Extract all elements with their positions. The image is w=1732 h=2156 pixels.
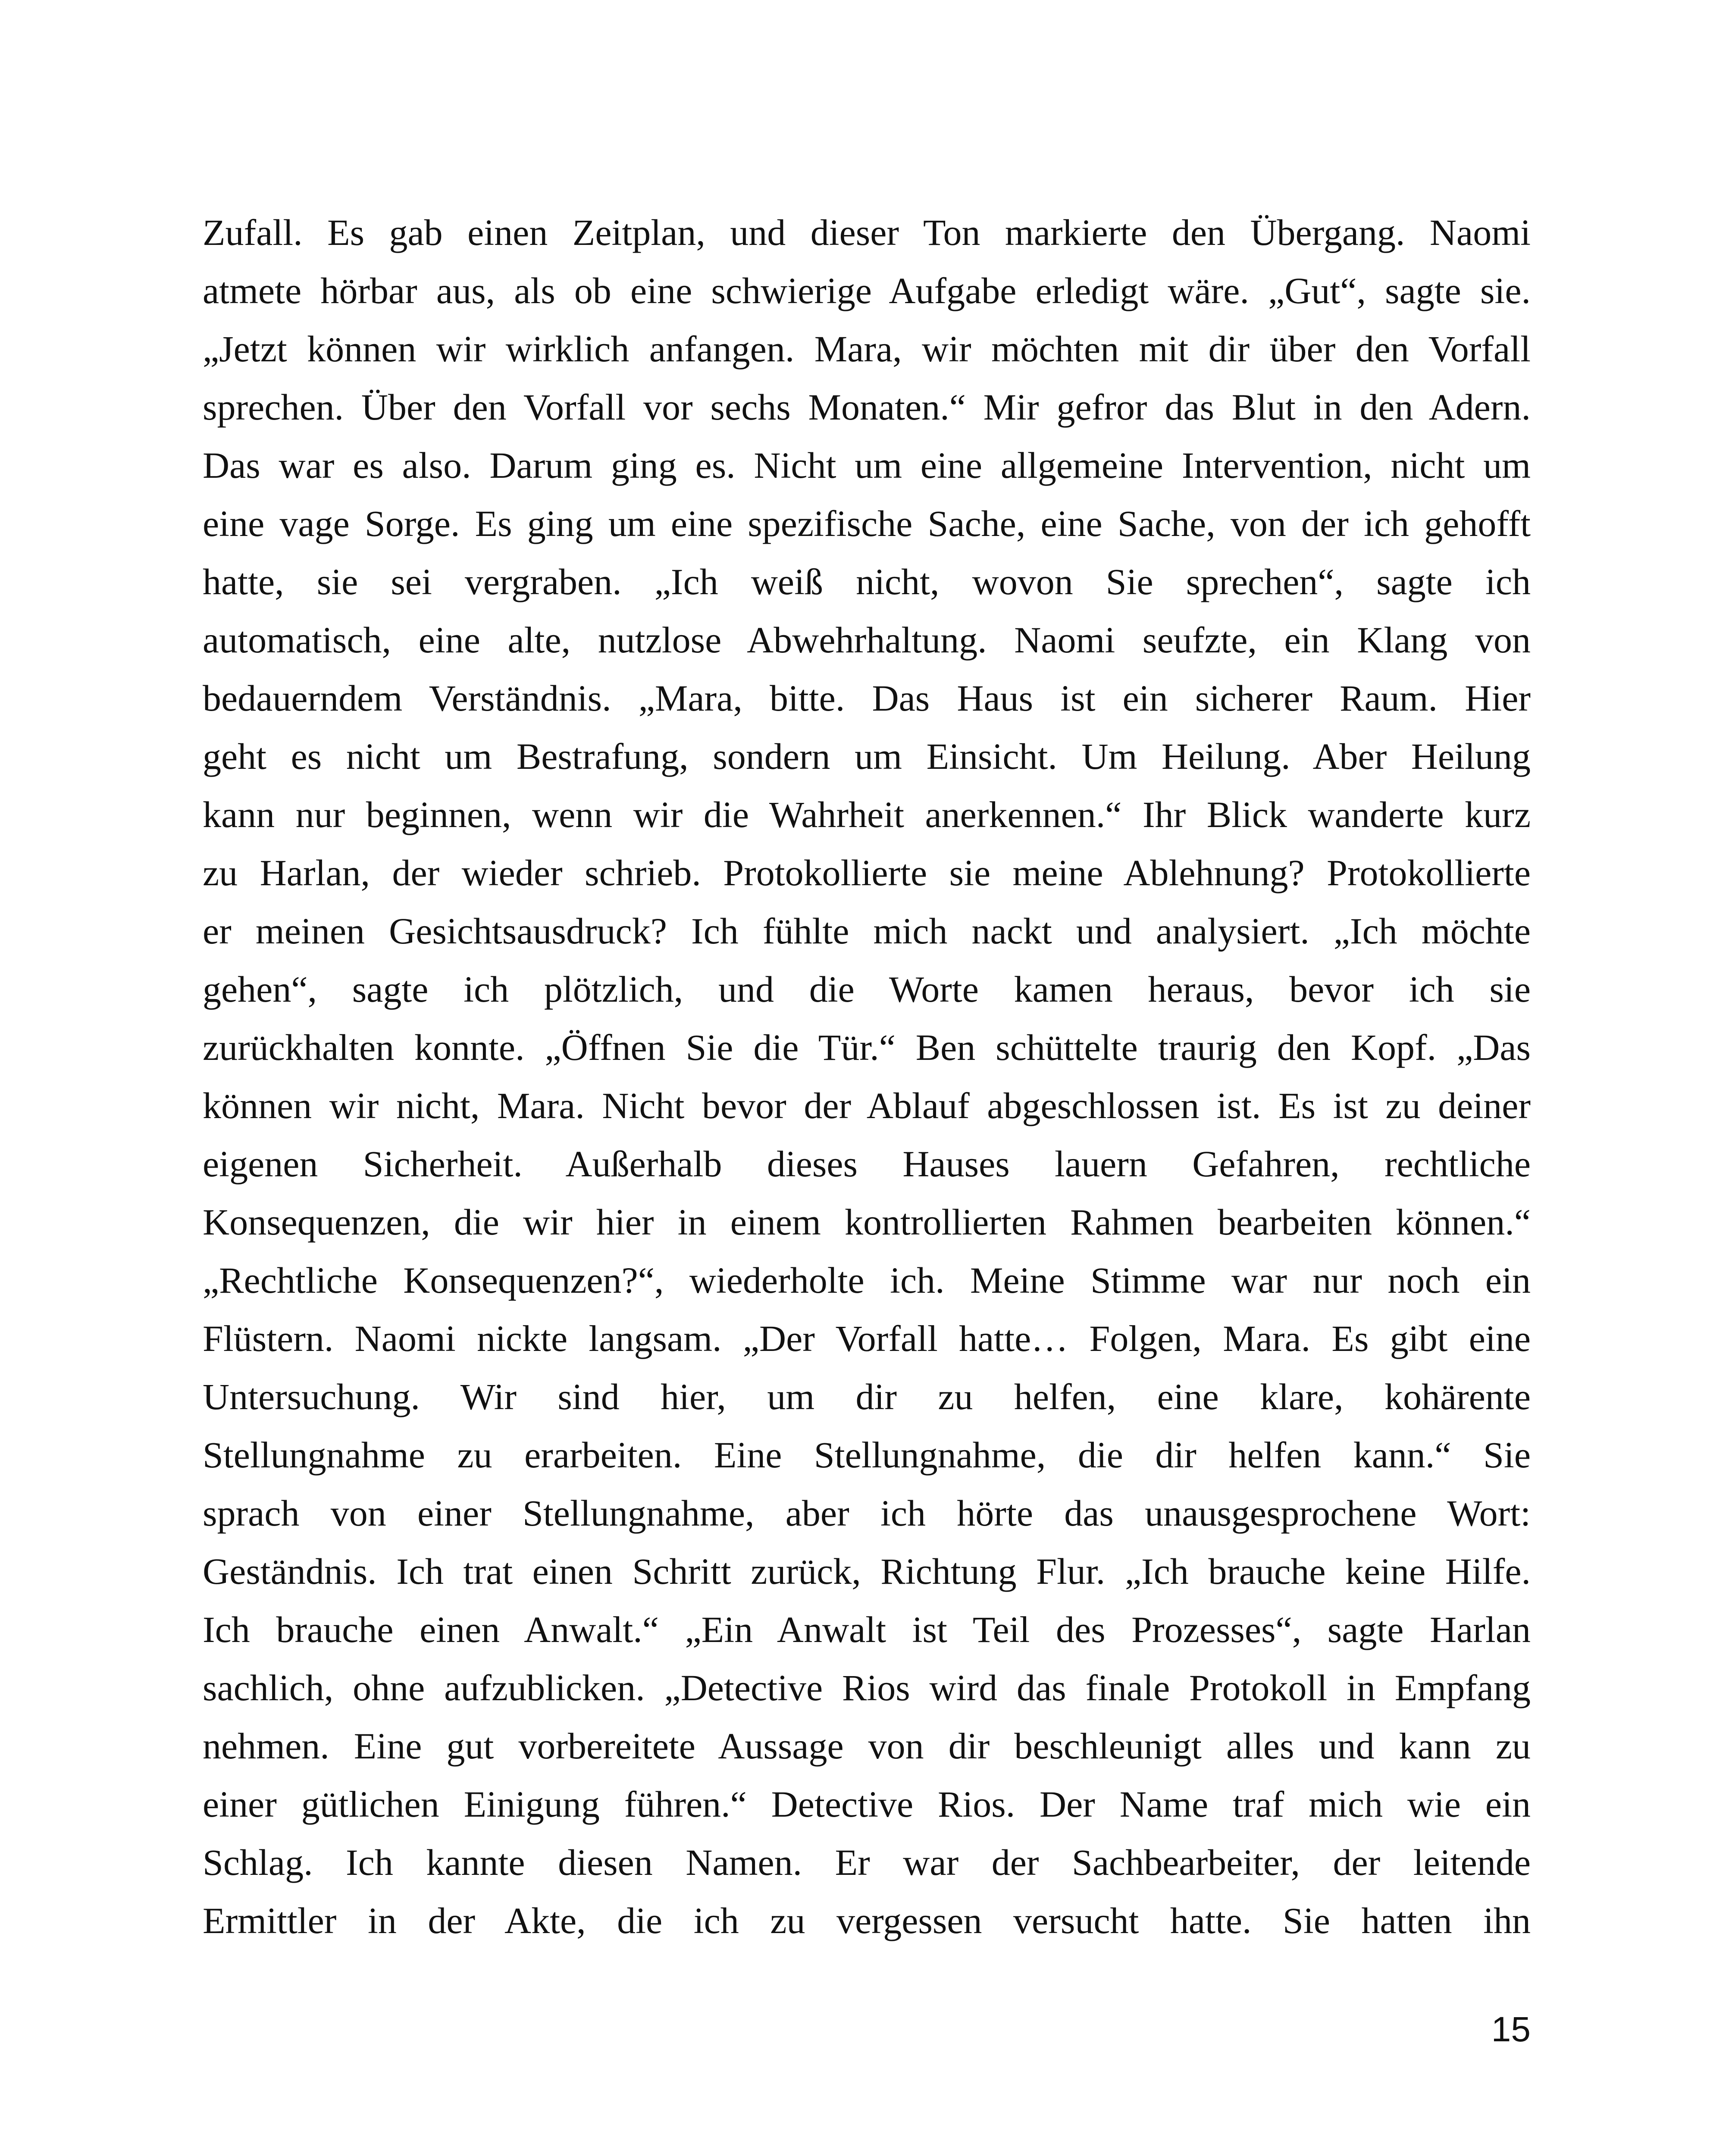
text-line: Flüstern. Naomi nickte langsam. „Der Vorfall hatte… Folgen, Mara. Es gibt eine: [203, 1318, 1531, 1359]
text-line: atmete hörbar aus, als ob eine schwierige Aufgabe erledigt wäre. „Gut“, sagte sie.: [203, 270, 1531, 311]
text-line: gehen“, sagte ich plötzlich, und die Worte kamen heraus, bevor ich sie: [203, 968, 1531, 1010]
text-line: Geständnis. Ich trat einen Schritt zurück, Richtung Flur. „Ich brauche keine Hilfe.: [203, 1551, 1531, 1592]
page-number: 15: [1491, 2010, 1531, 2049]
text-line: sprechen. Über den Vorfall vor sechs Monaten.“ Mir gefror das Blut in den Adern.: [203, 386, 1531, 428]
text-line: nehmen. Eine gut vorbereitete Aussage von dir beschleunigt alles und kann zu: [203, 1725, 1531, 1767]
text-line: „Rechtliche Konsequenzen?“, wiederholte ich. Meine Stimme war nur noch ein: [203, 1260, 1531, 1301]
text-line: zurückhalten konnte. „Öffnen Sie die Tür.“ Ben schüttelte traurig den Kopf. „Das: [203, 1027, 1531, 1068]
text-line: eigenen Sicherheit. Außerhalb dieses Hauses lauern Gefahren, rechtliche: [203, 1143, 1531, 1185]
text-line: zu Harlan, der wieder schrieb. Protokollierte sie meine Ablehnung? Protokollierte: [203, 852, 1531, 893]
text-line: eine vage Sorge. Es ging um eine spezifische Sache, eine Sache, von der ich gehofft: [203, 503, 1531, 544]
text-line: Konsequenzen, die wir hier in einem kontrollierten Rahmen bearbeiten können.“: [203, 1201, 1531, 1243]
text-line: Das war es also. Darum ging es. Nicht um eine allgemeine Intervention, nicht um: [203, 445, 1531, 486]
text-line: er meinen Gesichtsausdruck? Ich fühlte mich nackt und analysiert. „Ich möchte: [203, 910, 1531, 952]
text-line: Schlag. Ich kannte diesen Namen. Er war der Sachbearbeiter, der leitende: [203, 1842, 1531, 1883]
text-line: Untersuchung. Wir sind hier, um dir zu helfen, eine klare, kohärente: [203, 1376, 1531, 1417]
text-line: geht es nicht um Bestrafung, sondern um Einsicht. Um Heilung. Aber Heilung: [203, 736, 1531, 777]
text-line: können wir nicht, Mara. Nicht bevor der Ablauf abgeschlossen ist. Es ist zu deiner: [203, 1085, 1531, 1126]
text-line: Ich brauche einen Anwalt.“ „Ein Anwalt ist Teil des Prozesses“, sagte Harlan: [203, 1609, 1531, 1650]
text-line: Stellungnahme zu erarbeiten. Eine Stellungnahme, die dir helfen kann.“ Sie: [203, 1434, 1531, 1476]
text-line: sprach von einer Stellungnahme, aber ich hörte das unausgesprochene Wort:: [203, 1492, 1531, 1534]
text-line: automatisch, eine alte, nutzlose Abwehrhaltung. Naomi seufzte, ein Klang von: [203, 619, 1531, 661]
text-line: sachlich, ohne aufzublicken. „Detective Rios wird das finale Protokoll in Empfang: [203, 1667, 1531, 1708]
text-line: kann nur beginnen, wenn wir die Wahrheit anerkennen.“ Ihr Blick wanderte kurz: [203, 794, 1531, 835]
text-line: hatte, sie sei vergraben. „Ich weiß nicht, wovon Sie sprechen“, sagte ich: [203, 561, 1531, 602]
text-line: Ermittler in der Akte, die ich zu vergessen versucht hatte. Sie hatten ihn: [203, 1900, 1531, 1941]
text-line: Zufall. Es gab einen Zeitplan, und dieser Ton markierte den Übergang. Naomi: [203, 212, 1531, 253]
text-line: bedauerndem Verständnis. „Mara, bitte. Das Haus ist ein sicherer Raum. Hier: [203, 677, 1531, 719]
text-line: einer gütlichen Einigung führen.“ Detective Rios. Der Name traf mich wie ein: [203, 1783, 1531, 1825]
body-text: [203, 204, 1531, 1950]
text-line: „Jetzt können wir wirklich anfangen. Mara, wir möchten mit dir über den Vorfall: [203, 328, 1531, 370]
